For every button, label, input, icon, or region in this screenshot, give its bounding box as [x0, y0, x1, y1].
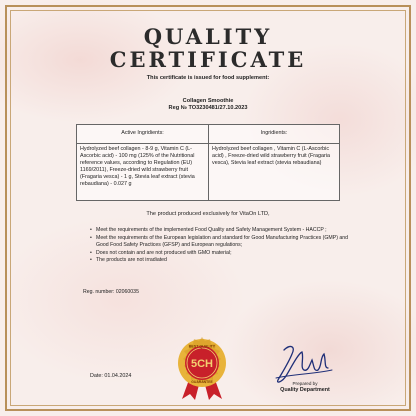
- issued-for-text: This certificate is issued for food supplement:: [146, 75, 270, 81]
- quality-department-label: Quality Department: [280, 387, 330, 393]
- prepared-by-label: Prepared by: [292, 381, 318, 386]
- reg-number: Reg. number: 02060035: [83, 289, 139, 295]
- requirements-list: [90, 227, 350, 265]
- date-text: Date: 01.04.2024: [90, 373, 132, 379]
- list-item: • Meet the requirements of the implemented Food Quality and Safety Management System - HACCP ;: [90, 227, 350, 235]
- signature-icon: [270, 340, 336, 386]
- quality-seal-icon: [172, 335, 232, 401]
- list-item: • The products are not irradiated: [90, 257, 350, 265]
- prepared-block: [262, 381, 348, 393]
- header-active-ingredients: Active Ingridients:: [77, 125, 209, 144]
- product-name: Collagen Smoothie: [182, 98, 234, 104]
- active-ingredients-cell: Hydrolyzed beef collagen - 8-9 g, Vitamin C (L-Ascorbic acid) - 100 mg (125% of the Nutritional reference values, according to Regulation (EU) 1169/2011), Freeze-dried wild strawberry fruit (Fragaria vesca) - 1 g, Stevia leaf extract (stevia rebaudiana) - 0.027 g: [77, 144, 209, 201]
- title-line-2: CERTIFICATE: [109, 47, 307, 72]
- list-item: • Does not contain and are not produced with GMO material;: [90, 250, 350, 258]
- seal-top-text: BEST QUALITY: [188, 344, 216, 349]
- produced-by-text: The product produced exclusively for VitaOn LTD,: [146, 211, 270, 217]
- header-ingredients: Ingridients:: [209, 125, 340, 144]
- title-line-1: QUALITY: [143, 24, 273, 49]
- product-block: [0, 98, 416, 112]
- list-item: • Meet the requirements of the European legislation and standard for Good Manufacturing Practices (GMP) and Good Food Safety Practices (GFSP) and European regulations;: [90, 235, 350, 250]
- ingredients-cell: Hydrolyzed beef collagen , Vitamin C (L-Ascorbic acid) , Freeze-dried wild strawberry fruit (Fragaria vesca), Stevia leaf extract (stevia rebaudiana): [209, 144, 340, 201]
- registration-number: Reg № TO3230481/27.10.2023: [168, 105, 248, 111]
- ingredients-table: [76, 124, 340, 201]
- seal-bottom-text: GUARANTEE: [191, 380, 213, 384]
- seal-center-text: 5CH: [190, 358, 214, 370]
